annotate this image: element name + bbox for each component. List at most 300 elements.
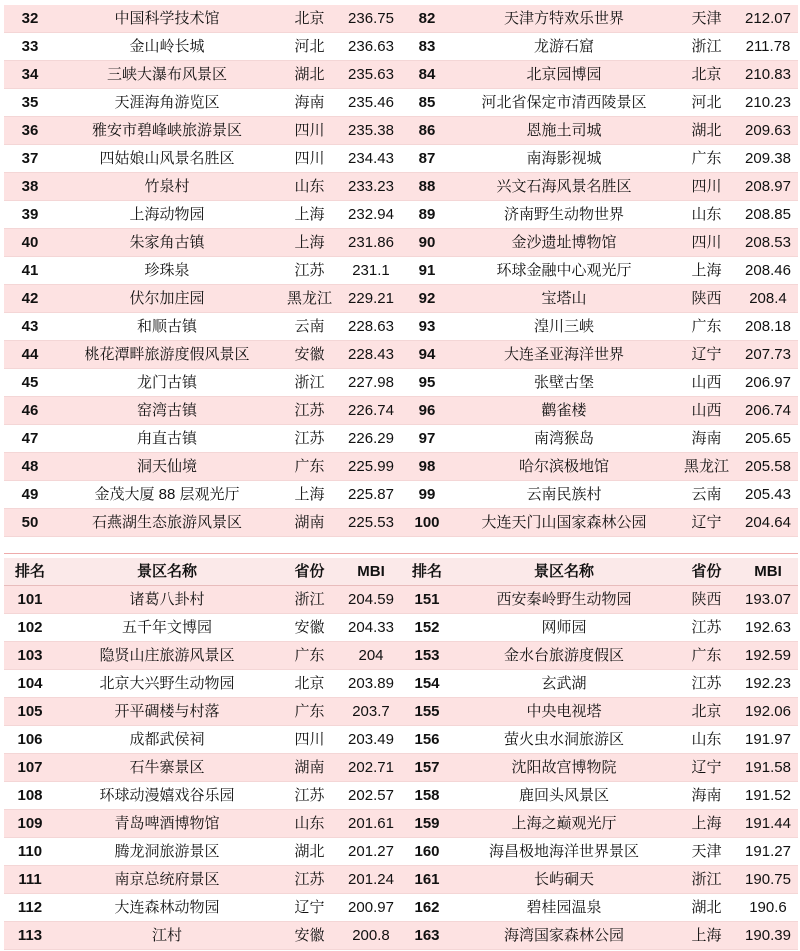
rank-cell: 93	[418, 318, 436, 335]
table-row	[4, 145, 798, 173]
table-row	[4, 614, 798, 642]
mbi-cell: 205.58	[745, 458, 791, 475]
province-cell: 北京	[691, 66, 722, 83]
table-row	[4, 369, 798, 397]
left-entry	[4, 726, 401, 753]
rank-cell: 44	[21, 346, 39, 363]
rank-cell: 43	[21, 318, 39, 335]
left-entry	[4, 782, 401, 809]
name-cell: 网师园	[541, 619, 587, 636]
name-cell: 天涯海角游览区	[114, 94, 220, 111]
rank-cell: 82	[418, 10, 436, 27]
name-cell: 鹿回头风景区	[518, 787, 609, 804]
rank-cell: 158	[414, 787, 440, 804]
mbi-cell: 203.49	[348, 731, 394, 748]
mbi-cell: 233.23	[348, 178, 394, 195]
left-entry	[4, 201, 401, 228]
left-entry	[4, 117, 401, 144]
name-cell: 云南民族村	[526, 486, 602, 503]
rank-cell: 39	[21, 206, 39, 223]
right-entry	[401, 285, 798, 312]
mbi-cell: 203.89	[348, 675, 394, 692]
province-cell: 四川	[691, 178, 722, 195]
name-cell: 宝塔山	[541, 290, 587, 307]
mbi-cell: 225.87	[348, 486, 394, 503]
table-row	[4, 229, 798, 257]
mbi-cell: 212.07	[745, 10, 791, 27]
name-cell: 南湾猴岛	[533, 430, 594, 447]
rank-cell: 162	[414, 899, 440, 916]
name-cell: 四姑娘山风景名胜区	[99, 150, 235, 167]
province-cell: 山东	[294, 178, 325, 195]
rank-cell: 84	[418, 66, 436, 83]
name-cell: 石牛寨景区	[129, 759, 205, 776]
table-row	[4, 586, 798, 614]
province-cell: 天津	[691, 843, 722, 860]
left-entry	[4, 173, 401, 200]
rank-cell: 38	[21, 178, 39, 195]
left-entry	[4, 89, 401, 116]
mbi-cell: 205.43	[745, 486, 791, 503]
mbi-cell: 228.43	[348, 346, 394, 363]
left-entry	[4, 397, 401, 424]
province-cell: 四川	[691, 234, 722, 251]
mbi-cell: 200.8	[352, 927, 390, 944]
rank-cell: 90	[418, 234, 436, 251]
mbi-cell: 235.38	[348, 122, 394, 139]
left-entry	[4, 754, 401, 781]
right-entry	[401, 5, 798, 32]
province-cell: 安徽	[294, 346, 325, 363]
name-cell: 桃花潭畔旅游度假风景区	[84, 346, 250, 363]
right-entry	[401, 838, 798, 865]
table-row	[4, 698, 798, 726]
province-cell: 四川	[294, 731, 325, 748]
table-row	[4, 89, 798, 117]
mbi-cell: 206.97	[745, 374, 791, 391]
mbi-cell: 234.43	[348, 150, 394, 167]
rank-cell: 45	[21, 374, 39, 391]
mbi-cell: 191.52	[745, 787, 791, 804]
rank-cell: 97	[418, 430, 436, 447]
province-cell: 山东	[691, 206, 722, 223]
mbi-cell: 201.27	[348, 843, 394, 860]
mbi-cell: 227.98	[348, 374, 394, 391]
mbi-cell: 201.61	[348, 815, 394, 832]
rank-cell: 34	[21, 66, 39, 83]
province-cell: 海南	[691, 430, 722, 447]
rank-cell: 88	[418, 178, 436, 195]
name-cell: 中国科学技术馆	[114, 10, 220, 27]
name-cell: 江村	[151, 927, 182, 944]
right-entry	[401, 509, 798, 536]
name-cell: 青岛啤酒博物馆	[114, 815, 220, 832]
right-entry	[401, 866, 798, 893]
name-cell: 珍珠泉	[144, 262, 190, 279]
table-row	[4, 782, 798, 810]
right-entry	[401, 145, 798, 172]
rank-cell: 35	[21, 94, 39, 111]
header-mbi: MBI	[357, 563, 385, 580]
rank-cell: 108	[17, 787, 43, 804]
province-cell: 河北	[294, 38, 325, 55]
rank-cell: 100	[414, 514, 440, 531]
name-cell: 上海动物园	[129, 206, 205, 223]
table-row	[4, 285, 798, 313]
mbi-cell: 232.94	[348, 206, 394, 223]
mbi-cell: 201.24	[348, 871, 394, 888]
right-entry	[401, 810, 798, 837]
province-cell: 云南	[294, 318, 325, 335]
right-entry	[401, 341, 798, 368]
mbi-cell: 209.38	[745, 150, 791, 167]
province-cell: 安徽	[294, 927, 325, 944]
province-cell: 浙江	[294, 591, 325, 608]
mbi-cell: 210.83	[745, 66, 791, 83]
name-cell: 兴文石海风景名胜区	[496, 178, 632, 195]
rank-cell: 40	[21, 234, 39, 251]
mbi-cell: 192.23	[745, 675, 791, 692]
rank-cell: 99	[418, 486, 436, 503]
right-entry	[401, 257, 798, 284]
mbi-cell: 191.58	[745, 759, 791, 776]
province-cell: 广东	[294, 647, 325, 664]
province-cell: 四川	[294, 122, 325, 139]
province-cell: 湖北	[691, 122, 722, 139]
left-entry	[4, 642, 401, 669]
rank-cell: 101	[17, 591, 43, 608]
province-cell: 江苏	[691, 619, 722, 636]
mbi-cell: 204.59	[348, 591, 394, 608]
left-entry	[4, 866, 401, 893]
rank-cell: 156	[414, 731, 440, 748]
rank-cell: 154	[414, 675, 440, 692]
left-entry	[4, 509, 401, 536]
mbi-cell: 190.6	[749, 899, 787, 916]
rank-cell: 113	[17, 927, 43, 944]
mbi-cell: 193.07	[745, 591, 791, 608]
name-cell: 竹泉村	[144, 178, 190, 195]
name-cell: 北京大兴野生动物园	[99, 675, 235, 692]
rank-cell: 83	[418, 38, 436, 55]
rank-cell: 161	[414, 871, 440, 888]
name-cell: 窑湾古镇	[136, 402, 197, 419]
province-cell: 湖北	[294, 66, 325, 83]
table-row	[4, 117, 798, 145]
rank-cell: 48	[21, 458, 39, 475]
name-cell: 伏尔加庄园	[129, 290, 205, 307]
province-cell: 云南	[691, 486, 722, 503]
left-entry	[4, 145, 401, 172]
mbi-cell: 192.59	[745, 647, 791, 664]
province-cell: 湖北	[691, 899, 722, 916]
left-entry	[4, 341, 401, 368]
right-entry	[401, 117, 798, 144]
province-cell: 广东	[691, 318, 722, 335]
mbi-cell: 226.74	[348, 402, 394, 419]
name-cell: 北京园博园	[526, 66, 602, 83]
province-cell: 安徽	[294, 619, 325, 636]
province-cell: 山东	[691, 731, 722, 748]
name-cell: 上海之巅观光厅	[511, 815, 617, 832]
mbi-cell: 231.1	[352, 262, 390, 279]
table-row	[4, 61, 798, 89]
province-cell: 上海	[294, 206, 325, 223]
right-entry	[401, 229, 798, 256]
mbi-cell: 202.71	[348, 759, 394, 776]
mbi-cell: 192.63	[745, 619, 791, 636]
province-cell: 黑龙江	[683, 458, 729, 475]
province-cell: 四川	[294, 150, 325, 167]
name-cell: 石燕湖生态旅游风景区	[91, 514, 242, 531]
rank-cell: 112	[17, 899, 43, 916]
right-entry	[401, 369, 798, 396]
province-cell: 北京	[691, 703, 722, 720]
left-entry	[4, 229, 401, 256]
province-cell: 北京	[294, 675, 325, 692]
mbi-cell: 208.97	[745, 178, 791, 195]
name-cell: 成都武侯祠	[129, 731, 205, 748]
right-entry	[401, 481, 798, 508]
rank-cell: 153	[414, 647, 440, 664]
province-cell: 辽宁	[691, 346, 722, 363]
province-cell: 辽宁	[691, 514, 722, 531]
mbi-cell: 207.73	[745, 346, 791, 363]
name-cell: 萤火虫水洞旅游区	[503, 731, 624, 748]
table-row	[4, 481, 798, 509]
right-entry	[401, 614, 798, 641]
name-cell: 海昌极地海洋世界景区	[488, 843, 639, 860]
name-cell: 雅安市碧峰峡旅游景区	[91, 122, 242, 139]
rank-cell: 91	[418, 262, 436, 279]
rank-cell: 107	[17, 759, 43, 776]
right-entry	[401, 754, 798, 781]
header-rank: 排名	[411, 563, 442, 580]
province-cell: 湖南	[294, 759, 325, 776]
table-header	[4, 558, 798, 586]
province-cell: 河北	[691, 94, 722, 111]
rank-cell: 160	[414, 843, 440, 860]
header-name: 景区名称	[136, 563, 197, 580]
mbi-cell: 206.74	[745, 402, 791, 419]
table-row	[4, 201, 798, 229]
left-entry	[4, 61, 401, 88]
name-cell: 哈尔滨极地馆	[518, 458, 609, 475]
rank-cell: 50	[21, 514, 39, 531]
name-cell: 湟川三峡	[533, 318, 594, 335]
mbi-cell: 225.99	[348, 458, 394, 475]
name-cell: 和顺古镇	[136, 318, 197, 335]
mbi-cell: 229.21	[348, 290, 394, 307]
rank-cell: 98	[418, 458, 436, 475]
mbi-cell: 226.29	[348, 430, 394, 447]
left-entry	[4, 838, 401, 865]
rank-cell: 157	[414, 759, 440, 776]
province-cell: 上海	[691, 815, 722, 832]
left-entry	[4, 614, 401, 641]
rank-cell: 110	[17, 843, 43, 860]
header-province: 省份	[294, 563, 325, 580]
province-cell: 上海	[691, 262, 722, 279]
table-row	[4, 173, 798, 201]
mbi-cell: 209.63	[745, 122, 791, 139]
province-cell: 北京	[294, 10, 325, 27]
name-cell: 金山岭长城	[129, 38, 205, 55]
mbi-cell: 208.85	[745, 206, 791, 223]
left-entry	[4, 922, 401, 949]
name-cell: 海湾国家森林公园	[503, 927, 624, 944]
table-row	[4, 397, 798, 425]
province-cell: 浙江	[294, 374, 325, 391]
left-entry	[4, 810, 401, 837]
table-row	[4, 642, 798, 670]
name-cell: 腾龙洞旅游景区	[114, 843, 220, 860]
name-cell: 朱家角古镇	[129, 234, 205, 251]
name-cell: 张壁古堡	[533, 374, 594, 391]
province-cell: 陕西	[691, 591, 722, 608]
table-row	[4, 509, 798, 537]
name-cell: 隐贤山庄旅游风景区	[99, 647, 235, 664]
mbi-cell: 191.27	[745, 843, 791, 860]
rank-cell: 42	[21, 290, 39, 307]
mbi-cell: 205.65	[745, 430, 791, 447]
province-cell: 陕西	[691, 290, 722, 307]
header-mbi: MBI	[754, 563, 782, 580]
province-cell: 江苏	[294, 262, 325, 279]
province-cell: 黑龙江	[286, 290, 332, 307]
name-cell: 金沙遗址博物馆	[511, 234, 617, 251]
province-cell: 广东	[691, 647, 722, 664]
mbi-cell: 202.57	[348, 787, 394, 804]
rank-cell: 152	[414, 619, 440, 636]
province-cell: 山西	[691, 402, 722, 419]
mbi-cell: 204	[358, 647, 384, 664]
left-entry	[4, 586, 401, 613]
mbi-cell: 190.75	[745, 871, 791, 888]
name-cell: 甪直古镇	[136, 430, 197, 447]
header-rank: 排名	[14, 563, 45, 580]
left-entry	[4, 257, 401, 284]
name-cell: 三峡大瀑布风景区	[106, 66, 227, 83]
left-entry	[4, 369, 401, 396]
name-cell: 金茂大厦 88 层观光厅	[94, 486, 240, 503]
table-row	[4, 670, 798, 698]
mbi-cell: 236.63	[348, 38, 394, 55]
table-row	[4, 313, 798, 341]
province-cell: 海南	[691, 787, 722, 804]
right-entry	[401, 89, 798, 116]
province-cell: 上海	[294, 486, 325, 503]
province-cell: 江苏	[294, 787, 325, 804]
rank-cell: 111	[18, 871, 42, 888]
right-entry	[401, 894, 798, 921]
right-entry	[401, 586, 798, 613]
rank-cell: 155	[414, 703, 440, 720]
mbi-cell: 191.44	[745, 815, 791, 832]
right-entry	[401, 201, 798, 228]
table-row	[4, 33, 798, 61]
section-divider	[4, 553, 798, 554]
mbi-cell: 208.46	[745, 262, 791, 279]
mbi-cell: 204.64	[745, 514, 791, 531]
right-entry	[401, 670, 798, 697]
mbi-cell: 190.39	[745, 927, 791, 944]
left-entry	[4, 481, 401, 508]
mbi-cell: 231.86	[348, 234, 394, 251]
rank-cell: 87	[418, 150, 436, 167]
rank-cell: 49	[21, 486, 39, 503]
left-entry	[4, 453, 401, 480]
rank-cell: 94	[418, 346, 436, 363]
rank-cell: 46	[21, 402, 39, 419]
name-cell: 西安秦岭野生动物园	[496, 591, 632, 608]
table-row	[4, 341, 798, 369]
left-entry	[4, 313, 401, 340]
province-cell: 江苏	[294, 430, 325, 447]
name-cell: 鹳雀楼	[541, 402, 587, 419]
rank-cell: 151	[414, 591, 440, 608]
province-cell: 浙江	[691, 38, 722, 55]
name-cell: 沈阳故宫博物院	[511, 759, 617, 776]
name-cell: 碧桂园温泉	[526, 899, 602, 916]
province-cell: 辽宁	[691, 759, 722, 776]
mbi-cell: 208.53	[745, 234, 791, 251]
left-entry	[4, 894, 401, 921]
mbi-cell: 228.63	[348, 318, 394, 335]
left-entry	[4, 5, 401, 32]
mbi-cell: 200.97	[348, 899, 394, 916]
left-entry	[4, 285, 401, 312]
table-row	[4, 754, 798, 782]
rank-cell: 95	[418, 374, 436, 391]
province-cell: 山东	[294, 815, 325, 832]
name-cell: 五千年文博园	[121, 619, 212, 636]
right-entry	[401, 726, 798, 753]
table-row	[4, 922, 798, 950]
mbi-cell: 208.18	[745, 318, 791, 335]
mbi-cell: 211.78	[745, 38, 791, 55]
table-row	[4, 453, 798, 481]
table-row	[4, 810, 798, 838]
mbi-cell: 236.75	[348, 10, 394, 27]
right-entry	[401, 425, 798, 452]
name-cell: 大连天门山国家森林公园	[481, 514, 647, 531]
rank-cell: 32	[21, 10, 39, 27]
province-cell: 江苏	[294, 871, 325, 888]
province-cell: 山西	[691, 374, 722, 391]
province-cell: 江苏	[294, 402, 325, 419]
name-cell: 洞天仙境	[136, 458, 197, 475]
rank-cell: 89	[418, 206, 436, 223]
rank-cell: 86	[418, 122, 436, 139]
rank-cell: 33	[21, 38, 39, 55]
table-row	[4, 894, 798, 922]
table-row	[4, 726, 798, 754]
mbi-cell: 225.53	[348, 514, 394, 531]
rank-cell: 102	[17, 619, 43, 636]
rank-cell: 109	[17, 815, 43, 832]
name-cell: 开平碉楼与村落	[114, 703, 220, 720]
right-entry	[401, 453, 798, 480]
right-entry	[401, 922, 798, 949]
rank-cell: 47	[21, 430, 39, 447]
name-cell: 天津方特欢乐世界	[503, 10, 624, 27]
table-row	[4, 866, 798, 894]
rank-cell: 37	[21, 150, 39, 167]
rank-cell: 85	[418, 94, 436, 111]
name-cell: 玄武湖	[541, 675, 587, 692]
mbi-cell: 210.23	[745, 94, 791, 111]
